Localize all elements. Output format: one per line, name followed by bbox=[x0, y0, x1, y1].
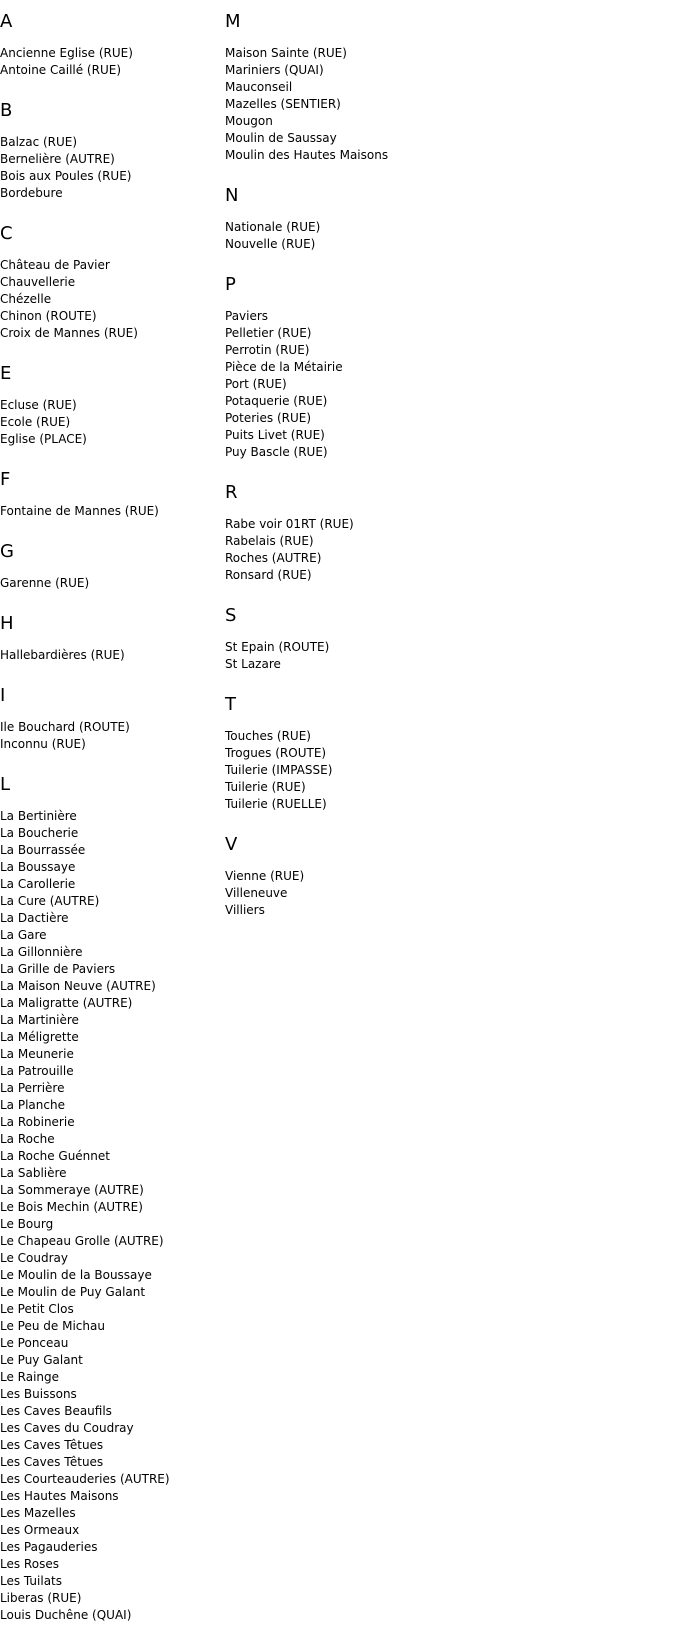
street-name: Chinon (ROUTE) bbox=[0, 309, 97, 323]
street-name: Les Caves Beaufils bbox=[0, 1404, 112, 1418]
street-name: St Lazare bbox=[225, 657, 281, 671]
street-name: La Martinière bbox=[0, 1013, 79, 1027]
street-list bbox=[0, 257, 225, 352]
letter-heading: N bbox=[225, 185, 239, 206]
street-name: Les Caves Têtues bbox=[0, 1455, 104, 1469]
letter-heading: B bbox=[0, 100, 13, 121]
street-name: La Gare bbox=[0, 928, 47, 942]
street-name: La Planche bbox=[0, 1098, 65, 1112]
street-name: Le Moulin de Puy Galant bbox=[0, 1285, 146, 1299]
street-list bbox=[225, 308, 645, 471]
street-list bbox=[0, 45, 225, 89]
street-name: La Maison Neuve (AUTRE) bbox=[0, 979, 156, 993]
street-name: La Gillonnière bbox=[0, 945, 83, 959]
street-name: La Cure (AUTRE) bbox=[0, 894, 100, 908]
street-name: La Patrouille bbox=[0, 1064, 74, 1078]
letter-group bbox=[225, 594, 645, 683]
street-name: Villeneuve bbox=[225, 886, 288, 900]
street-name: Ile Bouchard (ROUTE) bbox=[0, 720, 130, 734]
letter-heading: S bbox=[225, 605, 237, 626]
street-list bbox=[0, 808, 225, 1634]
street-name: Antoine Caillé (RUE) bbox=[0, 63, 121, 77]
street-name: Le Bourg bbox=[0, 1217, 54, 1231]
letter-group bbox=[225, 683, 645, 823]
street-list bbox=[0, 134, 225, 212]
letter-group bbox=[225, 471, 645, 594]
street-name: Moulin de Saussay bbox=[225, 131, 337, 145]
street-name: La Maligratte (AUTRE) bbox=[0, 996, 133, 1010]
street-name: Le Bois Mechin (AUTRE) bbox=[0, 1200, 143, 1214]
street-name: Port (RUE) bbox=[225, 377, 287, 391]
street-name: Tuilerie (RUE) bbox=[225, 780, 306, 794]
street-name: La Roche bbox=[0, 1132, 55, 1146]
street-list bbox=[0, 719, 225, 763]
street-name: Liberas (RUE) bbox=[0, 1591, 82, 1605]
street-name: Ecole (RUE) bbox=[0, 415, 71, 429]
letter-group bbox=[0, 530, 225, 602]
letter-heading: F bbox=[0, 469, 11, 490]
street-name: Puy Bascle (RUE) bbox=[225, 445, 328, 459]
street-name: Garenne (RUE) bbox=[0, 576, 90, 590]
letter-heading: E bbox=[0, 363, 12, 384]
street-name: Paviers bbox=[225, 309, 269, 323]
street-name: Inconnu (RUE) bbox=[0, 737, 86, 751]
letter-heading: P bbox=[225, 274, 236, 295]
street-list bbox=[0, 647, 225, 674]
street-name: La Grille de Paviers bbox=[0, 962, 116, 976]
street-list bbox=[0, 575, 225, 602]
letter-group bbox=[0, 212, 225, 352]
street-name: La Boucherie bbox=[0, 826, 79, 840]
street-name: Le Coudray bbox=[0, 1251, 69, 1265]
street-name: La Boussaye bbox=[0, 860, 76, 874]
street-name: La Bertinière bbox=[0, 809, 77, 823]
street-list bbox=[225, 45, 645, 174]
street-name: Croix de Mannes (RUE) bbox=[0, 326, 138, 340]
letter-heading: A bbox=[0, 11, 13, 32]
street-name: Les Mazelles bbox=[0, 1506, 76, 1520]
letter-group bbox=[0, 352, 225, 458]
street-name: Maison Sainte (RUE) bbox=[225, 46, 347, 60]
street-name: Le Petit Clos bbox=[0, 1302, 74, 1316]
street-name: Rabe voir 01RT (RUE) bbox=[225, 517, 354, 531]
street-name: Nationale (RUE) bbox=[225, 220, 321, 234]
street-name: Chézelle bbox=[0, 292, 52, 306]
letter-heading: T bbox=[225, 694, 236, 715]
letter-heading: H bbox=[0, 613, 14, 634]
letter-heading: R bbox=[225, 482, 238, 503]
street-name: Les Ormeaux bbox=[0, 1523, 80, 1537]
street-name: Bordebure bbox=[0, 186, 63, 200]
street-name: Moulin des Hautes Maisons bbox=[225, 148, 389, 162]
street-name: Poteries (RUE) bbox=[225, 411, 312, 425]
street-name: Tuilerie (RUELLE) bbox=[225, 797, 327, 811]
street-name: Ronsard (RUE) bbox=[225, 568, 312, 582]
street-name: Les Buissons bbox=[0, 1387, 77, 1401]
street-name: La Bourrassée bbox=[0, 843, 86, 857]
letter-group bbox=[225, 174, 645, 263]
street-name: Les Pagauderies bbox=[0, 1540, 98, 1554]
street-list bbox=[225, 868, 645, 929]
street-name: La Perrière bbox=[0, 1081, 65, 1095]
letter-group bbox=[0, 602, 225, 674]
street-index-left-column bbox=[0, 0, 225, 1634]
street-name: Mauconseil bbox=[225, 80, 293, 94]
street-index-right-column bbox=[225, 0, 645, 929]
street-name: Les Caves Têtues bbox=[0, 1438, 104, 1452]
letter-group bbox=[225, 823, 645, 929]
street-name: Roches (AUTRE) bbox=[225, 551, 322, 565]
street-name: Mazelles (SENTIER) bbox=[225, 97, 341, 111]
street-name: La Sablière bbox=[0, 1166, 67, 1180]
street-name: La Sommeraye (AUTRE) bbox=[0, 1183, 144, 1197]
street-name: Pelletier (RUE) bbox=[225, 326, 312, 340]
street-name: La Carollerie bbox=[0, 877, 76, 891]
street-name: Puits Livet (RUE) bbox=[225, 428, 325, 442]
letter-group bbox=[0, 763, 225, 1634]
street-name: St Epain (ROUTE) bbox=[225, 640, 330, 654]
letter-heading: I bbox=[0, 685, 6, 706]
street-name: Villiers bbox=[225, 903, 265, 917]
street-name: Les Roses bbox=[0, 1557, 59, 1571]
street-name: Mariniers (QUAI) bbox=[225, 63, 324, 77]
street-name: Le Ponceau bbox=[0, 1336, 69, 1350]
street-name: Potaquerie (RUE) bbox=[225, 394, 328, 408]
street-name: Le Peu de Michau bbox=[0, 1319, 105, 1333]
street-name: Chauvellerie bbox=[0, 275, 76, 289]
letter-heading: C bbox=[0, 223, 13, 244]
letter-heading: M bbox=[225, 11, 241, 32]
street-name: Château de Pavier bbox=[0, 258, 110, 272]
street-name: Trogues (ROUTE) bbox=[225, 746, 327, 760]
street-name: Les Courteauderies (AUTRE) bbox=[0, 1472, 170, 1486]
street-name: Tuilerie (IMPASSE) bbox=[225, 763, 333, 777]
street-name: Les Caves du Coudray bbox=[0, 1421, 134, 1435]
street-name: Ecluse (RUE) bbox=[0, 398, 77, 412]
letter-group bbox=[0, 89, 225, 212]
street-name: Balzac (RUE) bbox=[0, 135, 78, 149]
letter-heading: G bbox=[0, 541, 14, 562]
street-name: Hallebardières (RUE) bbox=[0, 648, 125, 662]
street-name: Louis Duchêne (QUAI) bbox=[0, 1608, 132, 1622]
street-name: Ancienne Eglise (RUE) bbox=[0, 46, 133, 60]
street-name: Le Chapeau Grolle (AUTRE) bbox=[0, 1234, 164, 1248]
street-list bbox=[225, 639, 645, 683]
street-name: Mougon bbox=[225, 114, 273, 128]
street-name: La Méligrette bbox=[0, 1030, 79, 1044]
letter-group bbox=[0, 674, 225, 763]
street-name: La Dactière bbox=[0, 911, 69, 925]
letter-group bbox=[0, 458, 225, 530]
street-name: Vienne (RUE) bbox=[225, 869, 305, 883]
street-name: Eglise (PLACE) bbox=[0, 432, 87, 446]
street-name: Touches (RUE) bbox=[225, 729, 311, 743]
street-name: Pièce de la Métairie bbox=[225, 360, 343, 374]
street-name: La Roche Guénnet bbox=[0, 1149, 110, 1163]
street-name: Rabelais (RUE) bbox=[225, 534, 314, 548]
street-list bbox=[225, 516, 645, 594]
street-name: Le Puy Galant bbox=[0, 1353, 83, 1367]
letter-group bbox=[225, 0, 645, 174]
street-name: Perrotin (RUE) bbox=[225, 343, 310, 357]
letter-heading: V bbox=[225, 834, 238, 855]
street-name: Les Hautes Maisons bbox=[0, 1489, 119, 1503]
letter-heading: L bbox=[0, 774, 11, 795]
street-name: Bois aux Poules (RUE) bbox=[0, 169, 132, 183]
letter-group bbox=[0, 0, 225, 89]
street-list bbox=[225, 728, 645, 823]
street-list bbox=[0, 397, 225, 458]
street-name: Bernelière (AUTRE) bbox=[0, 152, 115, 166]
street-name: Nouvelle (RUE) bbox=[225, 237, 316, 251]
street-name: La Meunerie bbox=[0, 1047, 74, 1061]
street-name: Fontaine de Mannes (RUE) bbox=[0, 504, 159, 518]
street-list bbox=[225, 219, 645, 263]
street-name: Le Moulin de la Boussaye bbox=[0, 1268, 152, 1282]
street-name: Le Rainge bbox=[0, 1370, 60, 1384]
street-list bbox=[0, 503, 225, 530]
street-name: Les Tuilats bbox=[0, 1574, 63, 1588]
letter-group bbox=[225, 263, 645, 471]
street-name: La Robinerie bbox=[0, 1115, 75, 1129]
